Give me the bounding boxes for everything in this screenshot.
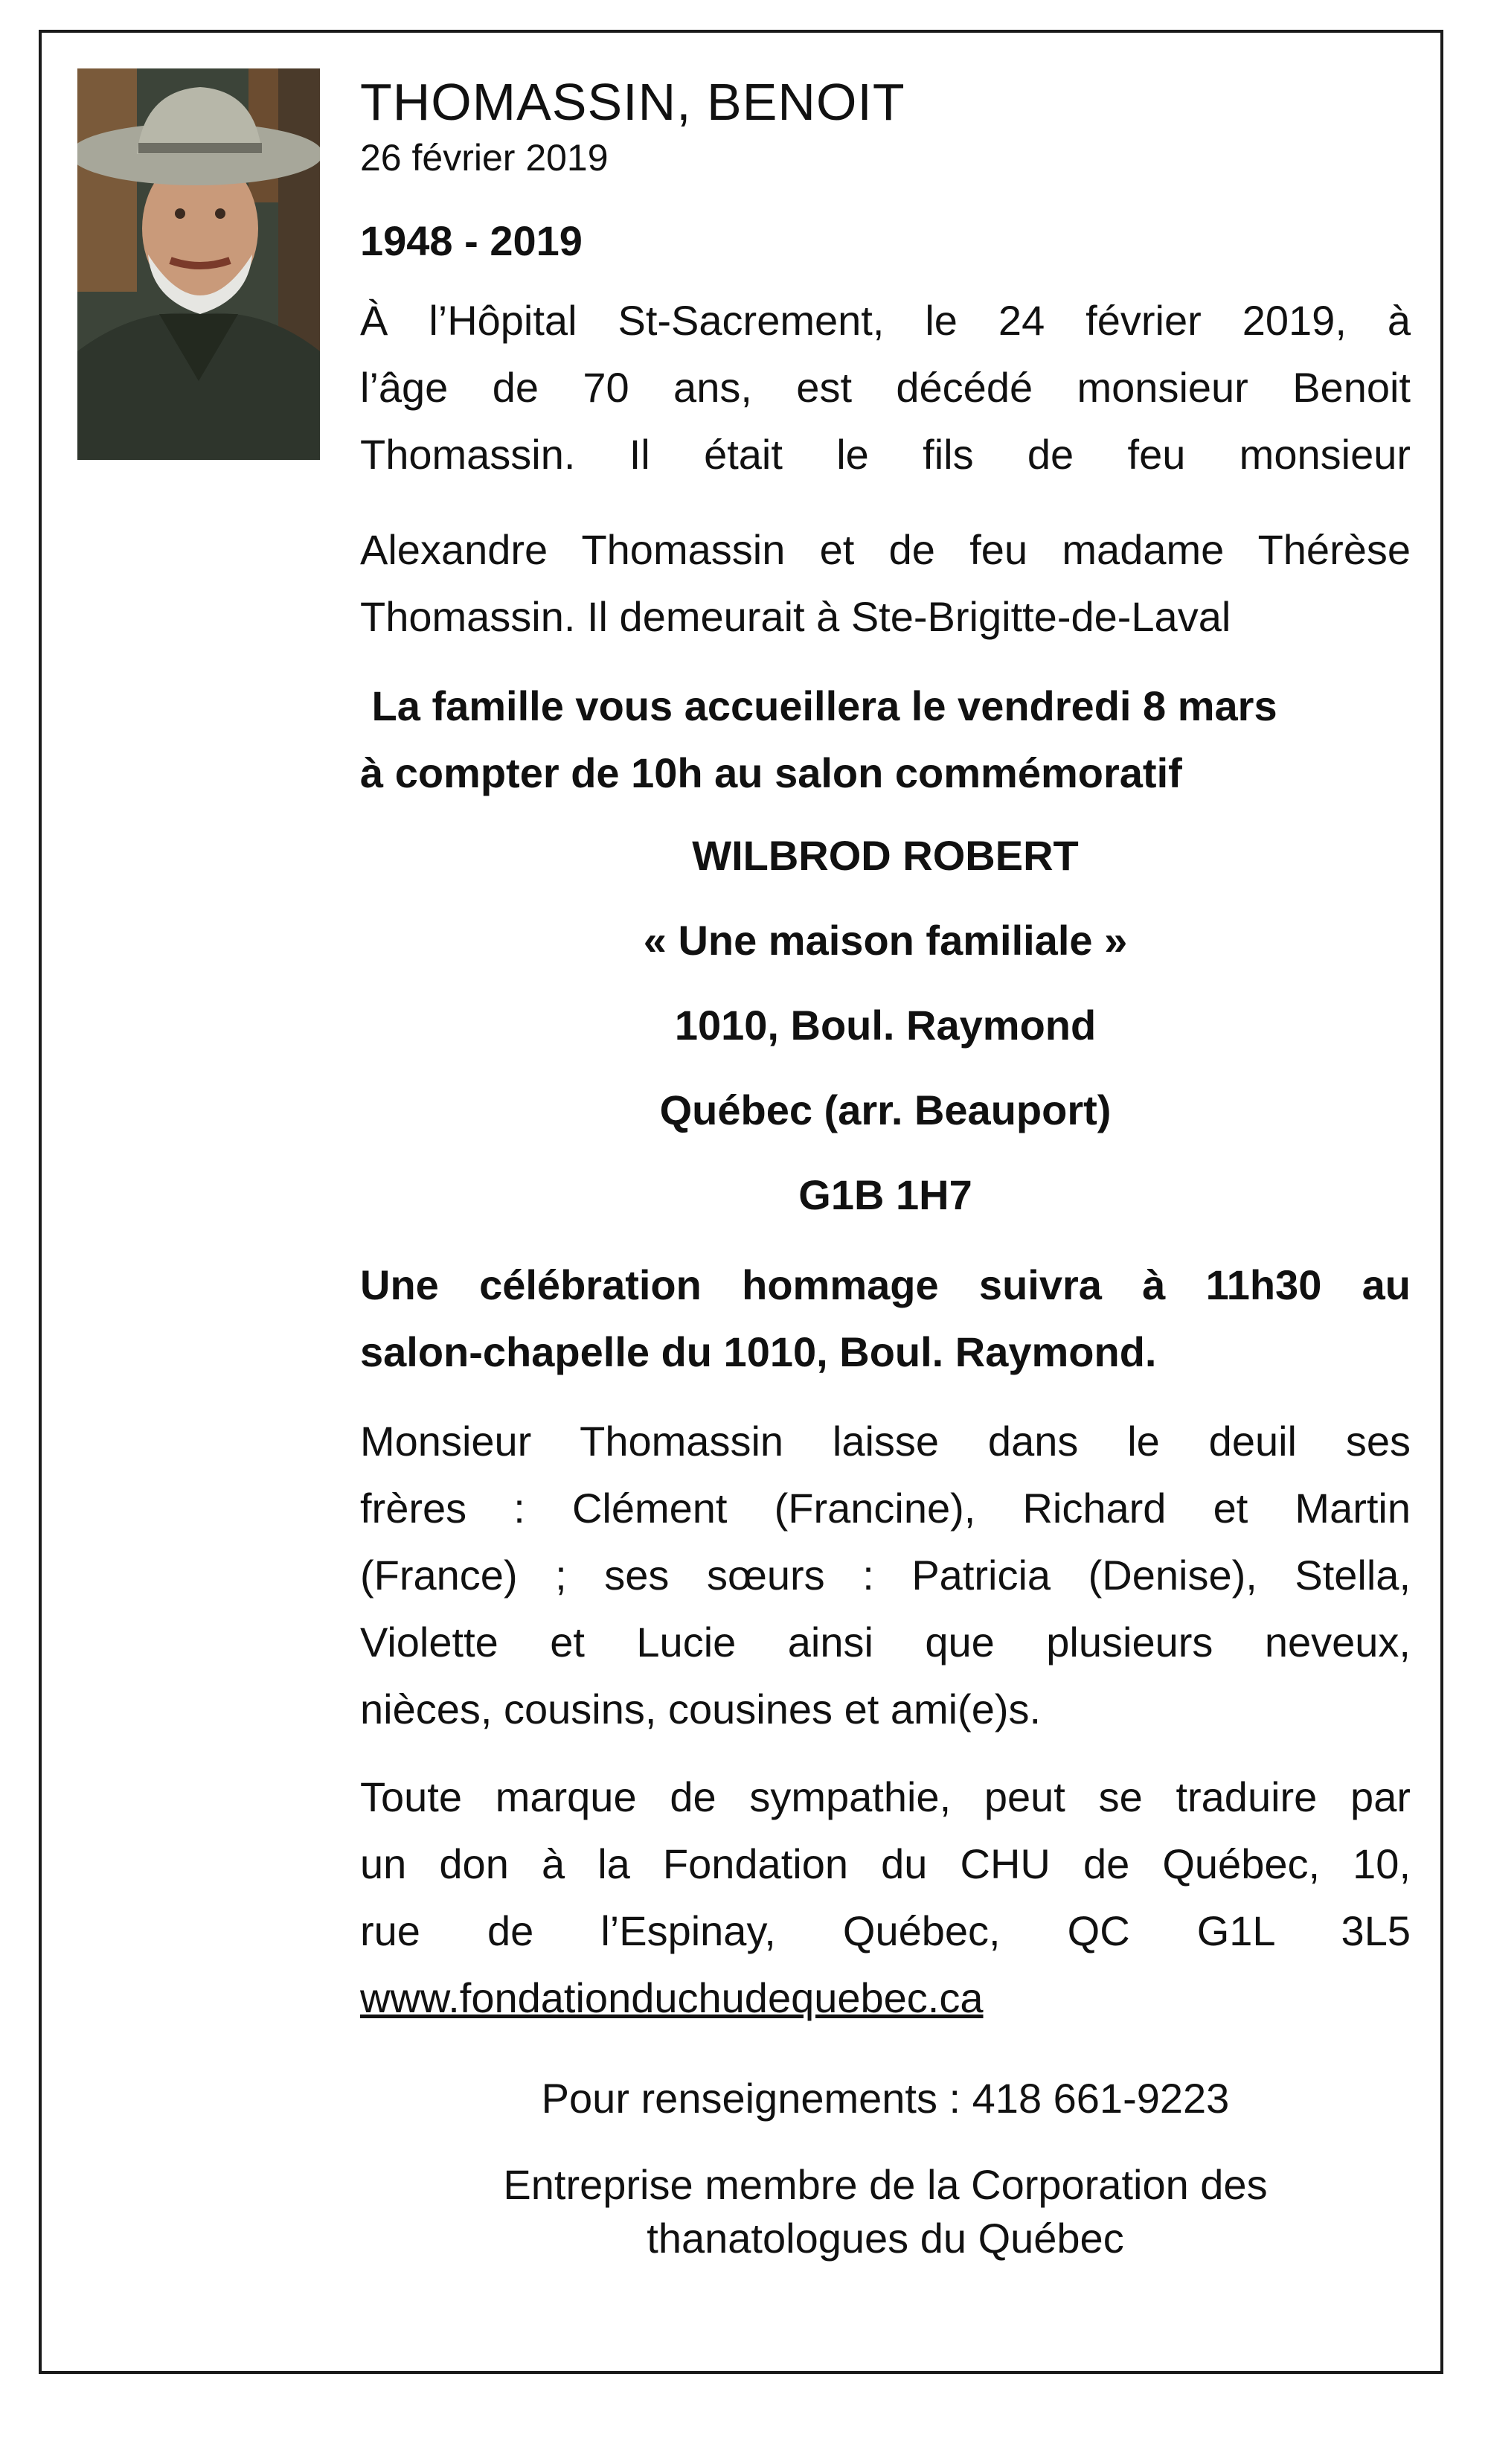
donations-paragraph: [360, 1764, 1411, 2032]
ceremony-paragraph: [360, 1252, 1411, 1386]
visitation-paragraph: [360, 673, 1411, 807]
donations-line: Toute marque de sympathie, peut se traduire par: [360, 1773, 1411, 1820]
footer-line: Entreprise membre de la Corporation des: [503, 2161, 1268, 2208]
intro-line: Alexandre Thomassin et de feu madame Thérèse: [360, 526, 1411, 573]
visitation-line: à compter de 10h au salon commémoratif: [360, 749, 1182, 796]
intro-line: l’âge de 70 ans, est décédé monsieur Benoit: [360, 364, 1411, 411]
portrait-image: [77, 68, 320, 460]
funeral-home-name: WILBROD ROBERT: [692, 832, 1079, 879]
intro-paragraph-continued: [360, 516, 1411, 650]
survivors-paragraph: [360, 1408, 1411, 1743]
portrait-photo: [77, 68, 320, 460]
funeral-home-postal: G1B 1H7: [798, 1171, 972, 1218]
contact-info: Pour renseignements : 418 661-9223: [541, 2075, 1230, 2122]
survivors-line: Violette et Lucie ainsi que plusieurs neveux,: [360, 1619, 1411, 1665]
life-years: 1948 - 2019: [360, 217, 583, 264]
intro-paragraph: [360, 287, 1411, 488]
foundation-link[interactable]: www.fondationduchudequebec.ca: [360, 1974, 984, 2021]
footer-line: thanatologues du Québec: [647, 2215, 1124, 2262]
donations-line: un don à la Fondation du CHU de Québec, 10,: [360, 1840, 1411, 1887]
deceased-name: THOMASSIN, BENOIT: [360, 73, 905, 131]
funeral-home-tagline: « Une maison familiale »: [643, 917, 1128, 964]
ceremony-line: Une célébration hommage suivra à 11h30 au: [360, 1261, 1411, 1308]
intro-line: Thomassin. Il était le fils de feu monsieur: [360, 431, 1411, 478]
donations-line: rue de l’Espinay, Québec, QC G1L 3L5: [360, 1907, 1411, 1954]
funeral-home-city: Québec (arr. Beauport): [659, 1087, 1112, 1133]
survivors-line: nièces, cousins, cousines et ami(e)s.: [360, 1686, 1042, 1732]
intro-line: À l’Hôpital St-Sacrement, le 24 février 2019, à: [360, 297, 1411, 344]
survivors-line: frères : Clément (Francine), Richard et Martin: [360, 1485, 1411, 1532]
publication-date: 26 février 2019: [360, 137, 609, 179]
survivors-line: (France) ; ses sœurs : Patricia (Denise), Stella,: [360, 1552, 1411, 1599]
survivors-line: Monsieur Thomassin laisse dans le deuil ses: [360, 1418, 1411, 1465]
visitation-line: La famille vous accueillera le vendredi 8 mars: [360, 682, 1277, 729]
intro-line: Thomassin. Il demeurait à Ste-Brigitte-de-Laval: [360, 593, 1231, 640]
funeral-home-address: 1010, Boul. Raymond: [674, 1002, 1097, 1049]
ceremony-line: salon-chapelle du 1010, Boul. Raymond.: [360, 1328, 1157, 1375]
